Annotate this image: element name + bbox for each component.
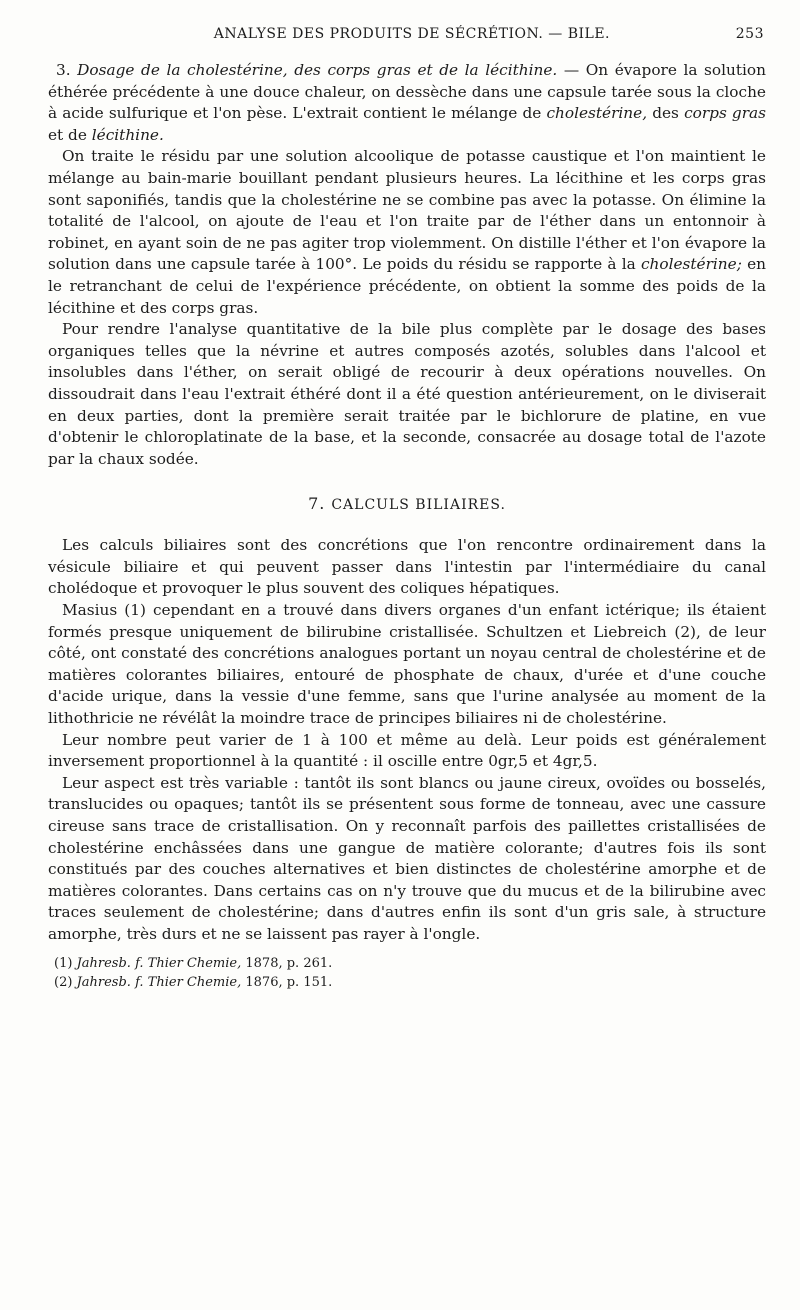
section-number: 7. [308, 494, 326, 514]
paragraph-saponification: On traite le résidu par une solution alcoolique de potasse caustique et l'on maintient le mélange au bain-marie bouillant pendant plusieurs heures. La lécithine et les corps gras sont saponifiés, tandis que la cholestérine ne se combine pas avec la potasse. On élimine la totalité de l'alcool, on ajoute de l'eau et l'on traite par de l'éther dans un entonnoir à robinet, en ayant soin de ne pas agiter trop violemment. On distille l'éther et l'on évapore la solution dans une capsule tarée à 100°. Le poids du résidu se rapporte à la cholestérine; en le retranchant de celui de l'expérience précédente, on obtient la somme des poids de la lécithine et des corps gras. [48, 147, 766, 317]
paragraph-dosage: 3. Dosage de la cholestérine, des corps gras et de la lécithine. — On évapore la solution éthérée précédente à une douce chaleur, on dessèche dans une capsule tarée sous la cloche à acide sulfurique et l'on pèse. L'extrait contient le mélange de cholestérine, des corps gras et de lécithine. [48, 61, 767, 144]
paragraph-bases-organiques: Pour rendre l'analyse quantitative de la bile plus complète par le dosage des bases organiques telles que la névrine et autres composés azotés, solubles dans l'alcool et insolubles dans l'éther, on serait obligé de recourir à deux opérations nouvelles. On dissoudrait dans l'eau l'extrait éthéré dont il a été question antérieurement, on le diviserait en deux parties, dont la première serait traitée par le bichlorure de platine, en vue d'obtenir le chloroplatinate de la base, et la seconde, consacrée au dosage total de l'azote par la chaux sodée. [48, 320, 766, 468]
paragraph-aspect: Leur aspect est très variable : tantôt ils sont blancs ou jaune cireux, ovoïdes ou bosselés, translucides ou opaques; tantôt ils se présentent sous forme de tonneau, avec une cassure cireuse sans trace de cristallisation. On y reconnaît parfois des paillettes cristallisées de cholestérine enchâssées dans une gangue de matière colorante; d'autres fois ils sont constitués par des couches alternatives et bien distinctes de cholestérine amorphe et de matières colorantes. Dans certains cas on n'y trouve que du mucus et de la bilirubine avec traces seulement de cholestérine; dans d'autres enfin ils sont d'un gris sale, à structure amorphe, très durs et ne se laissent pas rayer à l'ongle. [48, 773, 766, 943]
section-heading [48, 494, 766, 513]
paragraph-nombre-poids: Leur nombre peut varier de 1 à 100 et même au delà. Leur poids est généralement inversement proportionnel à la quantité : il oscille entre 0gr,5 et 4gr,5. [48, 730, 766, 771]
running-header [48, 26, 766, 42]
paragraph-heading: Dosage de la cholestérine, des corps gras et de la lécithine. [77, 61, 558, 79]
footnotes [48, 954, 766, 992]
paragraph-lead: 3. [56, 61, 78, 79]
running-title: ANALYSE DES PRODUITS DE SÉCRÉTION. — BILE. [213, 26, 610, 42]
paragraph-calculs-intro: Les calculs biliaires sont des concrétions que l'on rencontre ordinairement dans la vésicule biliaire et qui peuvent passer dans l'intestin par l'intermédiaire du canal cholédoque et provoquer le plus souvent des coliques hépatiques. [48, 536, 766, 598]
document-page [48, 26, 766, 992]
footnote: (2) Jahresb. f. Thier Chemie, 1876, p. 151. [54, 974, 333, 990]
section-title: CALCULS BILIAIRES. [331, 497, 506, 514]
paragraph-masius: Masius (1) cependant en a trouvé dans divers organes d'un enfant ictérique; ils étaient formés presque uniquement de bilirubine cristallisée. Schultzen et Liebreich (2), de leur côté, ont constaté des concrétions analogues portant un noyau central de cholestérine et de matières colorantes biliaires, entouré de phosphate de chaux, d'urée et d'une couche d'acide urique, dans la vessie d'une femme, sans que l'urine analysée au moment de la lithothricie ne révélât la moindre trace de principes biliaires ni de cholestérine. [48, 601, 766, 728]
page-number: 253 [735, 26, 764, 42]
footnote: (1) Jahresb. f. Thier Chemie, 1878, p. 261. [54, 955, 333, 971]
